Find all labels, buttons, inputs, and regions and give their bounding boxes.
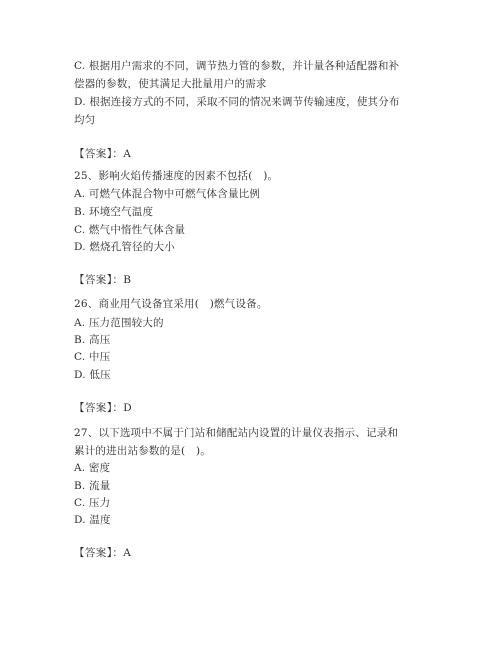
prev-option-d-line2: 均匀: [74, 114, 96, 126]
q27-option-c: C. 压力: [74, 497, 111, 509]
q26-option-d: D. 低压: [74, 369, 111, 381]
q27-option-d: D. 温度: [74, 514, 111, 526]
q25-answer: 【答案】：B: [74, 274, 132, 286]
prev-answer: 【答案】：A: [74, 148, 132, 160]
q25-option-d: D. 燃烧孔管径的大小: [74, 241, 175, 253]
q25-option-c: C. 燃气中惰性气体含量: [74, 224, 186, 236]
q25-option-b: B. 环境空气温度: [74, 206, 154, 218]
q26-option-a: A. 压力范围较大的: [74, 317, 164, 329]
q27-option-a: A. 密度: [74, 462, 111, 474]
prev-option-c-line1: C. 根据用户需求的不同，调节热力管的参数，并计量各种适配器和补: [74, 60, 400, 72]
q27-stem-line2: 累计的进出站参数的是( )。: [74, 445, 211, 457]
q27-option-b: B. 流量: [74, 480, 111, 492]
q26-option-b: B. 高压: [74, 334, 111, 346]
prev-option-d-line1: D. 根据连接方式的不同，采取不同的情况来调节传输速度，使其分布: [74, 96, 400, 108]
q26-option-c: C. 中压: [74, 351, 111, 363]
q25-option-a: A. 可燃气体混合物中可燃气体含量比例: [74, 188, 261, 200]
q26-answer: 【答案】：D: [74, 402, 133, 414]
q25-stem: 25、影响火焰传播速度的因素不包括( )。: [74, 170, 279, 182]
prev-option-c-line2: 偿器的参数，使其满足大批量用户的需求: [74, 78, 267, 90]
q27-answer: 【答案】：A: [74, 547, 132, 559]
q26-stem: 26、商业用气设备宜采用( )燃气设备。: [74, 298, 268, 310]
q27-stem-line1: 27、以下选项中不属于门站和储配站内设置的计量仪表指示、记录和: [74, 427, 399, 439]
